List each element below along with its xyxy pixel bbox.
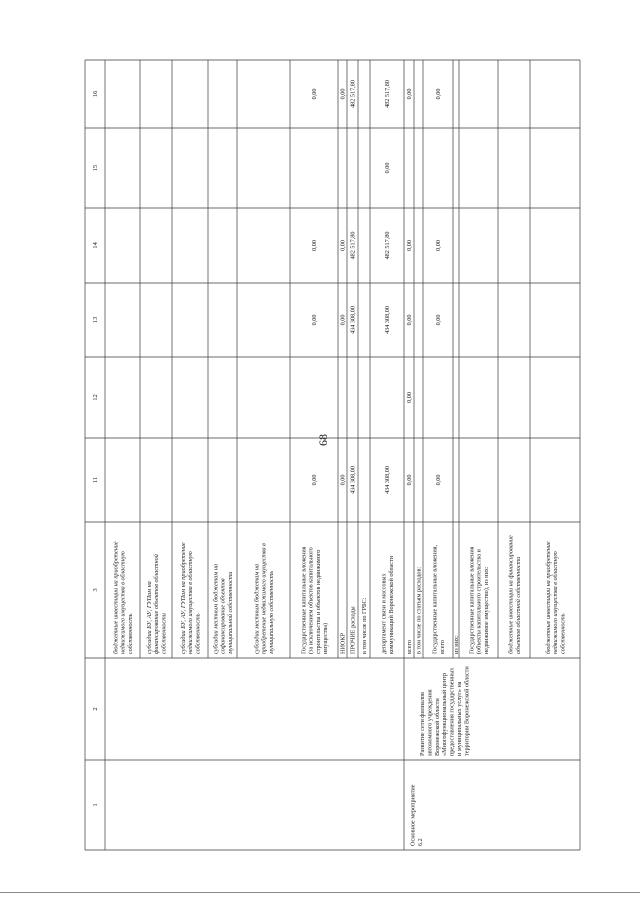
svg-text:0,00: 0,00 bbox=[406, 474, 414, 486]
row-7-description bbox=[340, 632, 347, 654]
row-8-col-14 bbox=[350, 232, 357, 260]
row-9-description bbox=[361, 597, 368, 654]
row-10-col-11 bbox=[384, 466, 391, 494]
page-number: 68 bbox=[316, 434, 330, 446]
column-header-1 bbox=[92, 803, 99, 806]
column-header-16 bbox=[92, 90, 99, 97]
svg-text:11: 11 bbox=[92, 476, 100, 484]
svg-text:субсидии БУ, АУ, ГУПам на прио: субсидии БУ, АУ, ГУПам на приобретениенедвижимого имущества в областнуюсобственность bbox=[180, 542, 202, 654]
row-17-description bbox=[545, 541, 566, 654]
svg-text:бюджетные инвестиции на финанс: бюджетные инвестиции на финансированиеобъектов областной собственности bbox=[507, 535, 522, 654]
column-header-2 bbox=[92, 707, 99, 710]
svg-text:434 308,00: 434 308,00 bbox=[384, 306, 392, 334]
svg-text:субсидии местным бюджетам напр: субсидии местным бюджетам наприобретение недвижимого имущества вмуниципальную собственность bbox=[253, 543, 275, 654]
svg-text:0,00: 0,00 bbox=[339, 474, 347, 486]
svg-text:434 308,00: 434 308,00 bbox=[349, 466, 357, 494]
row-2-description bbox=[146, 553, 167, 654]
svg-text:434 308,00: 434 308,00 bbox=[384, 466, 392, 494]
svg-text:0,00: 0,00 bbox=[339, 240, 347, 251]
row-11-col-16 bbox=[406, 89, 413, 100]
row-8-col-11 bbox=[350, 466, 357, 494]
row-10-col-16 bbox=[384, 80, 391, 108]
svg-text:0,00: 0,00 bbox=[435, 240, 443, 251]
row-14-description bbox=[453, 635, 460, 654]
row-13-col-16 bbox=[435, 89, 442, 100]
row-11-description bbox=[406, 640, 413, 654]
svg-text:0,00: 0,00 bbox=[339, 88, 347, 100]
svg-text:Основное мероприятие6.2: Основное мероприятие6.2 bbox=[409, 784, 424, 846]
row-13-col-13 bbox=[435, 315, 442, 326]
svg-text:департамент связи и массовыхко: департамент связи и массовыхкоммуникаций Воронежской области bbox=[380, 555, 395, 654]
row-8-col-16 bbox=[350, 80, 357, 108]
column-header-3 bbox=[92, 588, 99, 592]
row-12-description bbox=[416, 567, 423, 654]
svg-text:2: 2 bbox=[92, 707, 100, 711]
svg-text:482 517,80: 482 517,80 bbox=[349, 231, 357, 260]
svg-text:0,00: 0,00 bbox=[339, 314, 347, 326]
svg-text:субсидии местным бюджетам насо: субсидии местным бюджетам насофинансирование объектовмуниципальной собственности bbox=[212, 563, 234, 654]
column-header-13 bbox=[92, 316, 99, 323]
row-7-col-16 bbox=[340, 89, 347, 100]
svg-text:0,00: 0,00 bbox=[311, 88, 319, 100]
row-1-description bbox=[113, 541, 134, 654]
svg-text:Государственные капитальные вл: Государственные капитальные вложения(объекты капитального строительства инедвижимое имущество), из них: bbox=[468, 546, 490, 654]
svg-text:Государственные капитальные вл: Государственные капитальные вложения,всего bbox=[431, 544, 446, 654]
svg-text:0,00: 0,00 bbox=[435, 88, 443, 100]
row-6-col-11 bbox=[311, 475, 318, 486]
svg-text:всего: всего bbox=[406, 640, 414, 654]
svg-text:0,00: 0,00 bbox=[435, 474, 443, 486]
row-6-col-14 bbox=[311, 240, 318, 251]
svg-text:3: 3 bbox=[92, 588, 100, 592]
row-3-description bbox=[180, 542, 201, 654]
row-13-col-14 bbox=[435, 240, 442, 251]
svg-text:0,00: 0,00 bbox=[406, 88, 414, 100]
svg-text:482 517,80: 482 517,80 bbox=[384, 231, 392, 260]
row-6-description bbox=[300, 546, 329, 654]
svg-text:14: 14 bbox=[92, 242, 100, 249]
svg-text:0,00: 0,00 bbox=[406, 240, 414, 251]
row-13-col-11 bbox=[435, 475, 442, 486]
column-header-12 bbox=[92, 394, 99, 401]
row-15-description bbox=[469, 546, 490, 654]
svg-text:НИОКР: НИОКР bbox=[339, 633, 347, 654]
row-11-col-13 bbox=[406, 315, 413, 326]
scan-edge-line bbox=[0, 892, 640, 893]
svg-text:из них:: из них: bbox=[453, 635, 461, 654]
svg-text:0,00: 0,00 bbox=[311, 314, 319, 326]
svg-text:0,00: 0,00 bbox=[435, 314, 443, 326]
row-10-col-15 bbox=[384, 163, 391, 174]
svg-text:0,00: 0,00 bbox=[384, 162, 392, 174]
svg-text:12: 12 bbox=[92, 394, 100, 401]
svg-text:субсидии БУ, АУ, ГУПам нафинан: субсидии БУ, АУ, ГУПам нафинансирование объектов областнойсобственности bbox=[146, 554, 168, 654]
column-header-11 bbox=[92, 477, 99, 483]
row-16-description bbox=[508, 535, 522, 654]
row-6-col-16 bbox=[311, 89, 318, 100]
svg-text:16: 16 bbox=[92, 90, 100, 98]
row-7-col-11 bbox=[340, 475, 347, 486]
svg-text:434 308,00: 434 308,00 bbox=[349, 306, 357, 334]
svg-text:15: 15 bbox=[92, 164, 100, 172]
column-header-14 bbox=[92, 242, 99, 249]
svg-text:бюджетные инвестиции на приобр: бюджетные инвестиции на приобретениенедвижимого имущества в областнуюсобственность bbox=[545, 541, 567, 654]
svg-text:в том числе по статьям расходо: в том числе по статьям расходов: bbox=[415, 566, 423, 654]
row-5-description bbox=[254, 543, 275, 655]
main-activity-label bbox=[410, 784, 424, 846]
svg-text:0,00: 0,00 bbox=[311, 240, 319, 251]
row-11-col-12 bbox=[406, 392, 413, 403]
row-11-col-14 bbox=[406, 240, 413, 251]
svg-text:0,00: 0,00 bbox=[406, 314, 414, 326]
svg-text:482 517,80: 482 517,80 bbox=[349, 80, 357, 108]
row-6-col-13 bbox=[311, 315, 318, 326]
row-10-col-14 bbox=[384, 232, 391, 260]
row-10-description bbox=[381, 555, 395, 654]
row-7-col-13 bbox=[340, 315, 347, 326]
activity-description bbox=[419, 666, 470, 756]
row-7-col-14 bbox=[340, 240, 347, 251]
svg-text:Государственные капитальные вл: Государственные капитальные вложения(за исключением объектов капитальногостроительства и объектов недвижимогоимущества) bbox=[300, 546, 329, 654]
svg-text:Развитие сети филиаловавтономн: Развитие сети филиаловавтономного учрежденияВоронежской области«Многофункциональный центрпредоставления государственныхи муниципальных услуг» натерритории Воронежской области bbox=[419, 666, 471, 756]
row-13-description bbox=[432, 544, 446, 654]
row-4-description bbox=[213, 564, 234, 655]
row-11-col-11 bbox=[406, 475, 413, 486]
row-10-col-13 bbox=[384, 306, 391, 334]
column-header-15 bbox=[92, 164, 99, 171]
svg-text:ПРОЧИЕ расходы: ПРОЧИЕ расходы bbox=[349, 606, 357, 654]
svg-text:482 517,80: 482 517,80 bbox=[384, 80, 392, 108]
svg-text:0,00: 0,00 bbox=[406, 392, 414, 403]
svg-text:0,00: 0,00 bbox=[311, 474, 319, 486]
row-8-col-13 bbox=[350, 306, 357, 334]
svg-text:13: 13 bbox=[92, 316, 100, 324]
svg-text:в том числе по ГРБС:: в том числе по ГРБС: bbox=[361, 597, 369, 654]
svg-text:1: 1 bbox=[92, 803, 100, 807]
row-8-description bbox=[350, 605, 357, 654]
svg-text:бюджетные инвестиции на приобр: бюджетные инвестиции на приобретениенедвижимого имущества в областнуюсобственность bbox=[112, 541, 134, 654]
